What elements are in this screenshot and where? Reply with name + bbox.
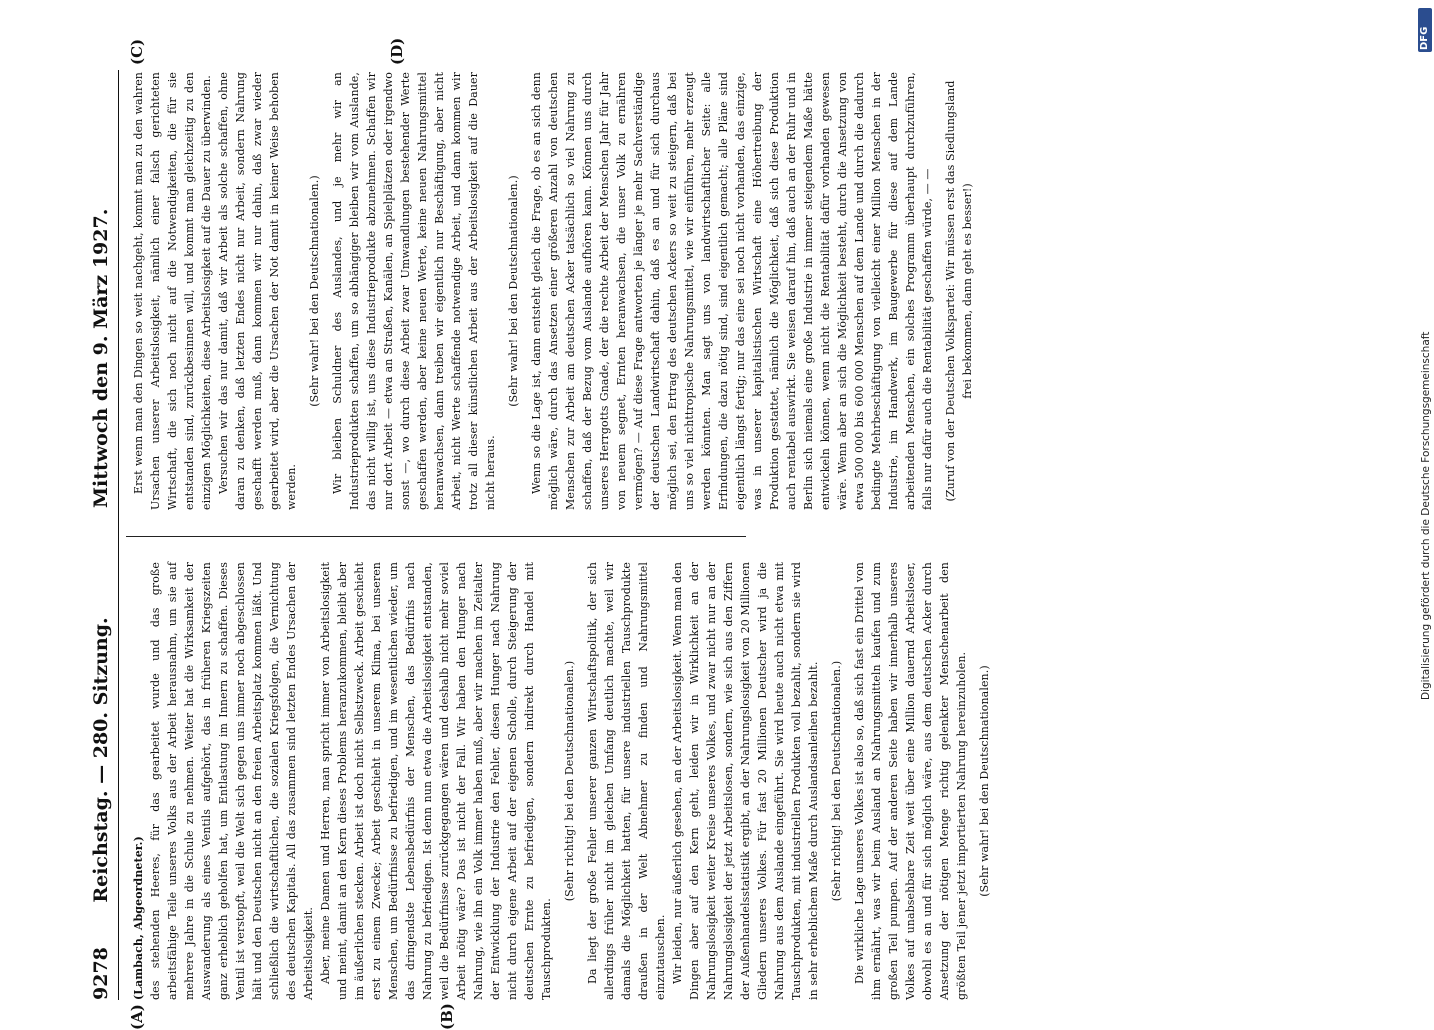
session-title: Reichstag. — 280. Sitzung. [90, 617, 112, 903]
paragraph: des stehenden Heeres, für das gearbeitet wurde und das große arbeitsfähige Teile unseres Volks aus der Arbeit herausnahm, um sie auf mehrere Jahre in die Schule zu nehmen. Weiter hat die Wirksamkeit der Auswanderung als eines Ventils aufgehört, das in früheren Kriegszeiten ganz erheblich geholfen hat, um Entlastung im Innern zu schaffen. Dieses Ventil ist verstopft, weil die Welt sich gegen uns immer noch abgeschlossen hält und den Deutschen nicht an den freien Arbeitsplatz kommen läßt. Und schließlich die wirtschaftlichen, die sozialen Kriegsfolgen, die Vernichtung des deutschen Kapitals. All das zusammen sind letzten Endes Ursachen der Arbeitslosigkeit. [149, 562, 315, 1000]
dfg-logo-icon [1418, 8, 1432, 52]
column-divider [126, 536, 746, 537]
interjection: (Sehr wahr! bei den Deutschnationalen.) [507, 175, 520, 407]
interjection: (Sehr richtig! bei den Deutschnationalen.) [830, 660, 843, 902]
digitization-stamp: Digitalisierung gefördert durch die Deutsche Forschungsgemeinschaft [1420, 331, 1432, 700]
interjection: (Zuruf von der Deutschen Volkspartei: Wir müssen erst das Siedlungsland frei bekommen, dann geht es besser!) [944, 80, 974, 502]
rotated-sheet [88, 37, 1318, 1030]
paragraph: Wir leiden, nur äußerlich gesehen, an der Arbeitslosigkeit. Wenn man den Dingen aber auf den Kern geht, leiden wir in Wirklichkeit an der Nahrungslosigkeit weiter Kreise unseres Volkes, und zwar nicht nur an der Nahrungslosigkeit der jetzt Arbeitslosen, sondern, wie sich aus den Ziffern der Außenhandelsstatistik ergibt, an der Nahrungslosigkeit von 20 Millionen Gliedern unseres Volkes. Für fast 20 Millionen Deutscher wird ja die Nahrung aus dem Auslande eingeführt. Sie wird heute auch nicht etwa mit Tauschprodukten, mit industriellen Produkten voll bezahlt, sondern sie wird in sehr erheblichem Maße durch Auslandsanleihen bezahlt. [671, 562, 820, 1000]
margin-marker-c: (C) [128, 38, 146, 65]
interjection: (Sehr richtig! bei den Deutschnationalen.) [563, 660, 576, 902]
right-column [130, 72, 982, 510]
speaker-line: (Lambach, Abgeordneter.) [132, 836, 145, 1000]
interjection: (Sehr wahr! bei den Deutschnationalen.) [978, 665, 991, 897]
paragraph: Die wirkliche Lage unseres Volkes ist also so, daß sich fast ein Drittel von ihm ernährt, was wir beim Ausland an Nahrungsmitteln kaufen und zum großen Teil pumpen. Auf der anderen Seite haben wir innerhalb unseres Volkes auf unabsehbare Zeit weit über eine Million dauernd Arbeitsloser, obwohl es an und für sich möglich wäre, aus dem deutschen Acker durch Ansetzung der nötigen Menge richtig gelenkter Menschenarbeit den größten Teil jener jetzt importierten Nahrung hereinzuholen. [853, 562, 968, 1000]
paragraph: Wir bleiben Schuldner des Auslandes, und je mehr wir an Industrieprodukten schaffen, um so abhängiger bleiben wir vom Auslande, das nicht willig ist, uns diese Industrieprodukte abzunehmen. Schaffen wir nur dort Arbeit — etwa an Straßen, Kanälen, an Spielplätzen oder irgendwo sonst —, wo durch diese Arbeit zwar Umwandlungen bestehender Werte geschaffen werden, aber keine neuen Werte, keine neuen Nahrungsmittel heranwachsen, dann treiben wir eigentlich nur Beschäftigung, aber nicht Arbeit, nicht Werte schaffende notwendige Arbeit, und dann kommen wir trotz all dieser künstlichen Arbeit aus der Arbeitslosigkeit auf die Dauer nicht heraus. [331, 72, 497, 510]
running-header [88, 70, 119, 1000]
paragraph: Da liegt der große Fehler unserer ganzen Wirtschaftspolitik, der sich allerdings früher nicht im gleichen Umfang deutlich machte, weil wir damals die Möglichkeit hatten, für unsere industriellen Tauschprodukte draußen in der Welt Abnehmer zu finden und Nahrungsmittel einzutauschen. [586, 562, 667, 1000]
left-column [130, 562, 999, 1000]
interjection: (Sehr wahr! bei den Deutschnationalen.) [308, 175, 321, 407]
paragraph: Erst wenn man den Dingen so weit nachgeht, kommt man zu den wahren Ursachen unserer Arbeitslosigkeit, nämlich einer falsch gerichteten Wirtschaft, die sich noch nicht auf die Notwendigkeiten, die für sie entstanden sind, zurückbesinnen will, und kommt man gleichzeitig zu den einzigen Möglichkeiten, diese Arbeitslosigkeit auf die Dauer zu überwinden. [132, 72, 213, 510]
paragraph: Wenn so die Lage ist, dann entsteht gleich die Frage, ob es an sich denn möglich wäre, durch das Ansetzen einer größeren Anzahl von deutschen Menschen zur Arbeit am deutschen Acker tatsächlich so viel Nahrung zu schaffen, daß der Bezug vom Auslande aufhören kann. Können uns durch unseres Herrgotts Gnade, der die rechte Arbeit der Menschen Jahr für Jahr von neuem segnet, Ernten heranwachsen, die unser Volk zu ernähren vermögen? — Auf diese Frage antworten je länger je mehr Sachverständige der deutschen Landwirtschaft dahin, daß es an und für sich durchaus möglich sei, den Ertrag des deutschen Ackers so weit zu steigern, daß bei uns so viel nichttropische Nahrungsmittel, wie wir einführen, mehr erzeugt werden könnten. Man sagt uns von landwirtschaftlicher Seite: alle Erfindungen, die dazu nötig sind, sind eigentlich gemacht; alle Pläne sind eigentlich längst fertig; nur das eine sei noch nicht vorhanden, das einzige, was in unserer kapitalistischen Wirtschaft eine Höhertreibung der Produktion gestattet, nämlich die Möglichkeit, daß sich diese Produktion auch rentabel auswirkt. Sie weisen darauf hin, daß auch an der Ruhr und in Berlin sich niemals eine große Industrie in immer steigendem Maße hätte entwickeln können, wenn nicht die Rentabilität dafür vorhanden gewesen wäre. Wenn aber an sich die Möglichkeit besteht, durch die Ansetzung von etwa 500 000 bis 600 000 Menschen auf dem Lande und durch die dadurch bedingte Mehrbeschäftigung von vielleicht einer Million Menschen in der Industrie, im Handwerk, im Baugewerbe für diese auf dem Lande arbeitenden Menschen, ein solches Programm überhaupt durchzuführen, falls nur dafür auch die Rentabilität geschaffen würde, — — [530, 72, 934, 510]
paragraph: Aber, meine Damen und Herren, man spricht immer von Arbeitslosigkeit und meint, damit an den Kern dieses Problems heranzukommen, bleibt aber im äußerlichen stecken. Arbeit ist doch nicht Selbstzweck. Arbeit geschieht erst zu einem Zwecke; Arbeit geschieht in unserem Klima, bei unseren Menschen, um Bedürfnisse zu befriedigen, und im wesentlichen wieder, um das dringendste Lebensbedürfnis der Menschen, das Bedürfnis nach Nahrung zu befriedigen. Ist denn nun etwa die Arbeitslosigkeit entstanden, weil die Bedürfnisse zurückgegangen wären und deshalb nicht mehr soviel Arbeit nötig wäre? Das ist nicht der Fall. Wir haben den Hunger nach Nahrung, wie ihn ein Volk immer haben muß, aber wir machen im Zeitalter der Entwicklung der Industrie den Fehler, diesen Hunger nach Nahrung nicht durch eigene Arbeit auf der eigenen Scholle, durch Steigerung der deutschen Ernte zu befriedigen, sondern indirekt durch Handel mit Tauschprodukten. [319, 562, 553, 1000]
margin-marker-a: (A) [128, 1004, 146, 1030]
dfg-logo-text: DFG [1419, 26, 1430, 50]
paragraph: Versuchen wir das nur damit, daß wir Arbeit als solche schaffen, ohne daran zu denken, daß letzten Endes nicht nur Arbeit, sondern Nahrung geschafft werden muß, dann kommen wir nur dahin, daß zwar wieder gearbeitet wird, aber die Ursachen der Not damit in keiner Weise behoben werden. [217, 72, 298, 510]
session-date: Mittwoch den 9. März 1927. [90, 208, 112, 508]
page-number: 9278 [90, 947, 112, 1000]
margin-marker-b: (B) [438, 1003, 456, 1030]
margin-marker-d: (D) [388, 37, 406, 65]
